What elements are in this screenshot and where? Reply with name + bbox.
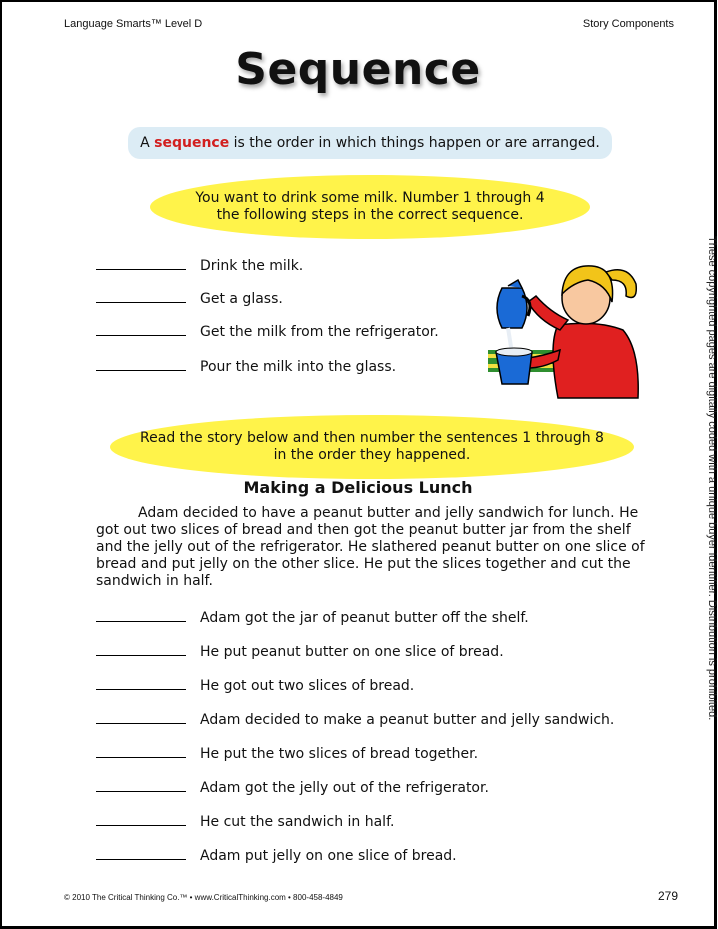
story-step-text: He got out two slices of bread. xyxy=(200,678,415,694)
instruction-story-line1: Read the story below and then number the sentences 1 through 8 xyxy=(140,430,604,446)
story-step-text: He cut the sandwich in half. xyxy=(200,814,395,830)
story-step-row xyxy=(96,848,457,864)
answer-blank[interactable] xyxy=(96,301,186,303)
milk-step-text: Drink the milk. xyxy=(200,258,304,274)
story-step-text: He put the two slices of bread together. xyxy=(200,746,479,762)
story-text: Adam decided to have a peanut butter and jelly sandwich for lunch. He got out two slices of bread and then got the peanut butter jar from the shelf and the jelly out of the refrigerator. He slathered peanut butter on one slice of bread and put jelly on the other slice. He put the slices together and cut the sandwich in half. xyxy=(96,505,645,589)
instruction-bubble-story xyxy=(110,415,634,479)
definition-pre: A xyxy=(140,135,155,151)
answer-blank[interactable] xyxy=(96,654,186,656)
story-title: Making a Delicious Lunch xyxy=(243,478,473,497)
story-paragraph xyxy=(96,505,656,590)
answer-blank[interactable] xyxy=(96,824,186,826)
instruction-milk-line1: You want to drink some milk. Number 1 through 4 xyxy=(195,190,545,206)
answer-blank[interactable] xyxy=(96,268,186,270)
definition-box xyxy=(128,127,612,159)
instruction-milk-line2: the following steps in the correct sequence. xyxy=(216,207,524,223)
page-title: Sequence xyxy=(235,44,481,95)
story-step-row xyxy=(96,644,504,660)
answer-blank[interactable] xyxy=(96,858,186,860)
answer-blank[interactable] xyxy=(96,756,186,758)
milk-step-text: Pour the milk into the glass. xyxy=(200,359,397,375)
story-step-row xyxy=(96,746,478,762)
footer-copyright: © 2010 The Critical Thinking Co.™ • www.CriticalThinking.com • 800-458-4849 xyxy=(64,893,343,902)
milk-step-row xyxy=(96,359,396,375)
answer-blank[interactable] xyxy=(96,790,186,792)
copyright-side-note: These copyrighted pages are digitally coded with a unique buyer identifier. Distribution is prohibited. xyxy=(706,236,718,721)
story-step-row xyxy=(96,610,529,626)
instruction-bubble-milk xyxy=(150,175,590,239)
story-step-text: Adam put jelly on one slice of bread. xyxy=(200,848,457,864)
answer-blank[interactable] xyxy=(96,722,186,724)
girl-pouring-milk-icon xyxy=(488,250,648,398)
milk-step-text: Get the milk from the refrigerator. xyxy=(200,324,439,340)
story-step-text: He put peanut butter on one slice of bread. xyxy=(200,644,504,660)
story-step-text: Adam got the jar of peanut butter off the shelf. xyxy=(200,610,529,626)
story-step-text: Adam decided to make a peanut butter and jelly sandwich. xyxy=(200,712,615,728)
milk-step-row xyxy=(96,324,439,340)
answer-blank[interactable] xyxy=(96,688,186,690)
answer-blank[interactable] xyxy=(96,620,186,622)
story-step-row xyxy=(96,780,489,796)
header-section: Story Components xyxy=(582,18,674,30)
definition-keyword: sequence xyxy=(154,135,230,151)
header-book-title: Language Smarts™ Level D xyxy=(64,18,203,30)
answer-blank[interactable] xyxy=(96,369,186,371)
milk-step-row xyxy=(96,291,283,307)
story-step-text: Adam got the jelly out of the refrigerator. xyxy=(200,780,489,796)
story-step-row xyxy=(96,678,414,694)
milk-step-text: Get a glass. xyxy=(200,291,283,307)
story-step-row xyxy=(96,712,614,728)
answer-blank[interactable] xyxy=(96,334,186,336)
instruction-story-line2: in the order they happened. xyxy=(273,447,471,463)
story-step-row xyxy=(96,814,394,830)
milk-step-row xyxy=(96,258,303,274)
definition-post: is the order in which things happen or are arranged. xyxy=(229,135,600,151)
page-number: 279 xyxy=(657,889,678,903)
